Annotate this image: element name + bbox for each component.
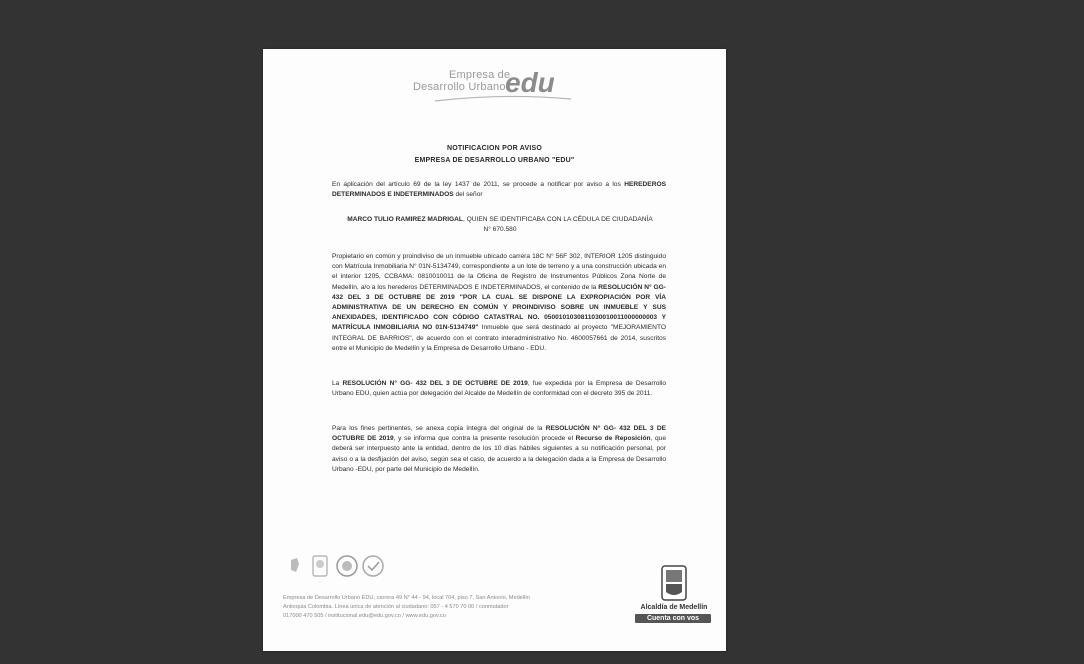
- document-page: [263, 49, 726, 651]
- footer-contact: [283, 594, 623, 621]
- certification-seals: [285, 554, 395, 580]
- certification-badge-icon: [313, 556, 327, 576]
- p4-tail: , fue expedida por la Empresa de Desarrollo Urbano EDU, quien actúa por delegación del Alcalde de Medellín de conformidad con el decreto 395 de 2011.: [332, 380, 666, 398]
- alcaldia-slogan: Cuenta con vos: [635, 614, 711, 623]
- p5-text: Para los fines pertinentes, se anexa copia íntegra del original de la: [332, 425, 546, 432]
- logo-swoosh-icon: [433, 95, 573, 103]
- p1-tail: del señor: [453, 191, 483, 199]
- paragraph-property: [332, 252, 666, 354]
- quality-seal-icon: [363, 556, 383, 576]
- p5-tail: , que deberá ser interpuesto ante la entidad, dentro de los 10 días hábiles siguientes a su notificación personal, por aviso o a la desfijación del aviso, según sea el caso, de acuerdo a la delegación dada a la Empresa de Desarrollo Urbano -EDU, por parte del Municipio de Medellín.: [332, 435, 666, 473]
- edu-logo: [413, 65, 583, 105]
- p5-mid: , y se informa que contra la presente resolución procede el: [393, 435, 576, 443]
- p4-bold: RESOLUCIÓN N° GG- 432 DEL 3 DE OCTUBRE DE 2019: [342, 380, 528, 387]
- p4-text: La: [332, 380, 343, 387]
- p3-text: Propietario en común y proindiviso de un inmueble ubicado carrera 18C N° 56F 302, INTERIOR 1205 distinguido con Matrícula Inmobiliaria N° 01N-5134749, correspondiente a un lote de terreno y a una construcción ubicada en el interior 1205, CCBAMA: 0810010011 de la Oficina de Registro de Instrumentos Públicos Zona Norte de Medellín, a/o a los herederos DETERMINADOS E INDETERMINADOS, el contenido de la: [332, 253, 666, 291]
- p5-bold2: Recurso de Reposición: [575, 435, 651, 443]
- p1-text: En aplicación del artículo 69 de la ley 1437 de 2011, se procede a notificar por aviso a los: [332, 181, 625, 188]
- alcaldia-name: Alcaldía de Medellín: [640, 604, 708, 611]
- document-title: NOTIFICACION POR AVISO: [446, 145, 542, 152]
- document-subtitle: EMPRESA DE DESARROLLO URBANO "EDU": [414, 157, 575, 164]
- alcaldia-logo: [631, 564, 717, 624]
- paragraph-recourse: [332, 424, 666, 475]
- paragraph-resolution: [332, 379, 666, 399]
- p3-bold: RESOLUCIÓN N° GG- 432 DEL 3 DE OCTUBRE DE 2019 "POR LA CUAL SE DISPONE LA EXPROPIACIÓN POR VÍA ADMINISTRATIVA DE UN DERECHO EN COMÚN Y PROINDIVISO SOBRE UN INMUEBLE Y SUS ANEXIDADES, IDENTIFICADO CON CÓDIGO CATASTRAL NO. 0500101030811030010011000000003 Y MATRÍCULA INMOBILIARIA NO 01N-5134749": [332, 283, 666, 332]
- logo-line1: Empresa de: [449, 69, 511, 81]
- logo-brand: edu: [505, 67, 555, 98]
- p3-tail: Inmueble que será destinado al proyecto "MEJORAMIENTO INTEGRAL DE BARRIOS", de acuerdo con el contrato interadministrativo No. 4600057661 de 2014, suscritos entre el Municipio de Medellín y la Empresa de Desarrollo Urbano - EDU.: [332, 324, 666, 352]
- footer-line3: 017000 470 505 / institucional.edu@edu.gov.co / www.edu.gov.co: [283, 613, 446, 619]
- p1-bold: HEREDEROS DETERMINADOS E INDETERMINADOS: [332, 181, 666, 199]
- colombia-map-icon: [291, 558, 299, 572]
- person-id: , QUIEN SE IDENTIFICABA CON LA CÉDULA DE CIUDADANÍA N° 670.580: [462, 216, 653, 234]
- footer-line1: Empresa de Desarrollo Urbano EDU, carrera 49 N° 44 - 94, local 704, piso 7, San Antonio, Medellín: [283, 595, 530, 601]
- person-name: MARCO TULIO RAMIREZ MADRIGAL: [347, 216, 463, 223]
- paragraph-person: [345, 215, 655, 235]
- iso-seal-icon: [337, 556, 357, 576]
- logo-line2: Desarrollo Urbano: [413, 81, 506, 93]
- paragraph-intro: [332, 180, 666, 200]
- medellin-shield-icon: [631, 564, 717, 604]
- p5-bold: RESOLUCIÓN N° GG- 432 DEL 3 DE OCTUBRE DE 2019: [332, 425, 666, 443]
- footer-line2: Antioquia Colombia. Línea única de atención al ciudadano: 057 - 4 570 70 00 / conmutador: [283, 604, 509, 610]
